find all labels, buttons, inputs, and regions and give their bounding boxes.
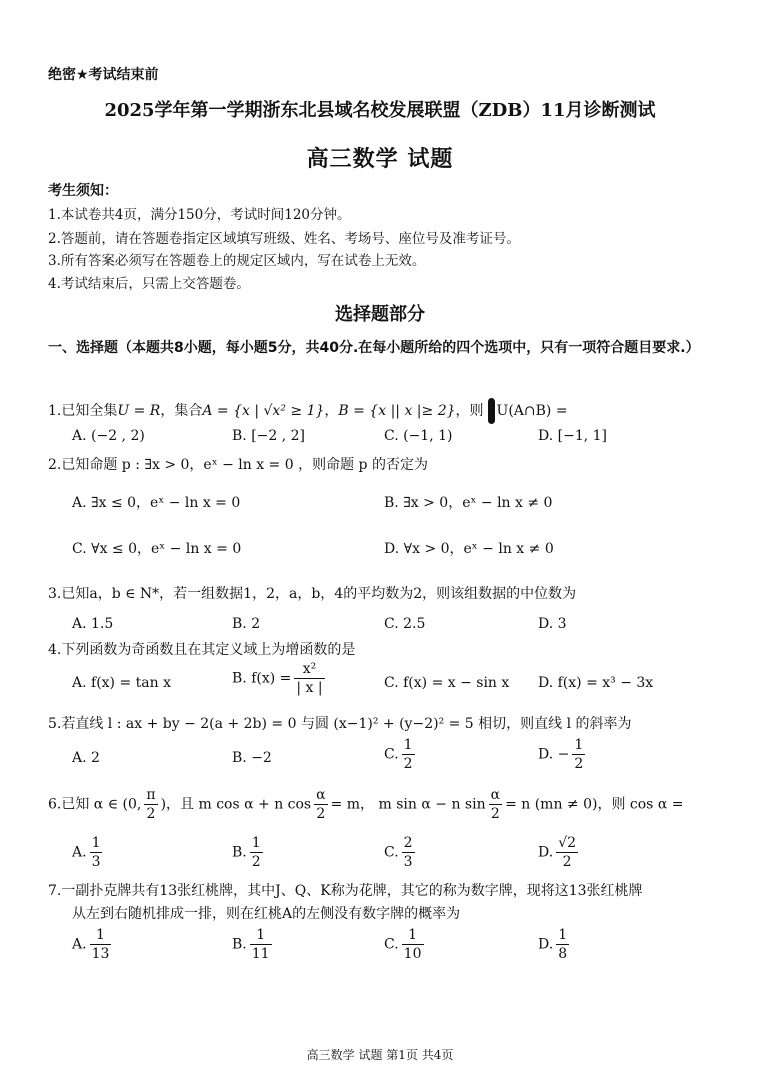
section-title: 选择题部分 [335,304,425,325]
q4-option-b-fraction [294,660,324,697]
q7-option-b [232,926,275,963]
q5-option-c-label: C. [384,746,399,763]
q4-option-c: C. f(x) = x − sin x [384,675,510,691]
q2-option-c: C. ∀x ≤ 0，eˣ − ln x = 0 [72,541,242,557]
fraction-denominator: | x | [296,680,323,696]
q6-option-c [384,834,418,871]
q7-option-d-fraction [556,926,569,963]
fraction-denominator: 2 [316,806,326,822]
fraction-denominator: 2 [574,756,584,772]
fraction-numerator: α [490,787,501,803]
q6-option-b-label: B. [232,844,247,861]
fraction-numerator: 2 [403,835,413,851]
q2-option-b: B. ∃x > 0，eˣ − ln x ≠ 0 [384,495,553,511]
fraction-numerator: α [316,787,326,803]
q5-option-d-label: D. − [538,746,570,763]
q1-option-c: C. (−1, 1) [384,428,453,444]
q6-option-d-fraction [556,834,578,871]
fraction-numerator: 1 [402,926,424,945]
q4-option-b [232,660,328,697]
question-2-stem: 2.已知命题 p : ∃x > 0，eˣ − ln x = 0 ，则命题 p 的否定为 [48,457,428,473]
fraction-numerator: 1 [403,737,413,753]
fraction-denominator: 2 [490,806,500,822]
q1-text: ，集合 [160,403,203,419]
exam-title: 2025学年第一学期浙东北县域名校发展联盟（ZDB）11月诊断测试 [104,100,656,121]
q4-option-d: D. f(x) = x³ − 3x [538,675,654,691]
fraction-denominator: 11 [251,946,270,962]
q5-option-c-fraction [402,736,415,773]
notice-item: 1.本试卷共4页，满分150分，考试时间120分钟。 [48,207,351,223]
q1-set-a: A = {x | √x² ≥ 1} [202,403,325,419]
fraction-denominator: 3 [403,854,413,870]
question-6-stem [48,786,683,823]
q6-text: = m， m sin α − n sin [330,796,486,813]
q6-pi-over-two [144,786,157,823]
fraction-numerator: √2 [558,835,577,851]
fraction-denominator: 3 [91,854,101,870]
fraction-numerator: 1 [250,926,272,945]
q6-text: 6.已知 α ∈ (0, [48,796,142,813]
q5-option-d-fraction [572,736,585,773]
q3-option-c: C. 2.5 [384,616,426,632]
q3-option-d: D. 3 [538,616,567,632]
q1-text: 1.已知全集 [48,403,118,419]
q7-option-a-fraction [90,926,112,963]
question-7-stem-line-2: 从左到右随机排成一排，则在红桃A的左侧没有数字牌的概率为 [72,906,461,922]
q6-option-d-label: D. [538,844,554,861]
fraction-numerator: 1 [251,835,261,851]
fraction-denominator: 2 [403,756,413,772]
fraction-denominator: 10 [403,946,422,962]
q1-text: ，则 [455,403,484,419]
q5-option-c [384,736,418,773]
q1-universal-set: U = R [117,403,161,419]
q1-option-d: D. [−1, 1] [538,428,607,444]
fraction-numerator: 1 [91,835,101,851]
q6-option-d [538,834,581,871]
q7-option-c-fraction [402,926,424,963]
question-7-stem-line-1: 7.一副扑克牌共有13张红桃牌，其中J、Q、K称为花牌，其它的称为数字牌，现将这13张红桃牌 [48,883,643,899]
notice-item: 4.考试结束后，只需上交答题卷。 [48,276,250,292]
q7-option-c [384,926,427,963]
q3-option-a: A. 1.5 [72,616,114,632]
fraction-denominator: 8 [558,946,568,962]
fraction-numerator: 1 [574,737,584,753]
q5-option-a: A. 2 [72,750,100,766]
fraction-numerator: 1 [558,927,568,943]
q7-option-d-label: D. [538,936,554,953]
q3-option-b: B. 2 [232,616,261,632]
q2-option-d: D. ∀x > 0，eˣ − ln x ≠ 0 [384,541,554,557]
fraction-denominator: 2 [562,854,572,870]
q6-text: = n (mn ≠ 0)，则 cos α = [505,796,684,813]
q2-option-a: A. ∃x ≤ 0，eˣ − ln x = 0 [72,495,241,511]
q6-alpha-over-two [314,786,327,823]
q1-text: ， [324,403,339,419]
q5-option-d [538,736,588,773]
q5-option-b: B. −2 [232,750,272,766]
notice-item: 3.所有答案必须写在答题卷上的规定区域内，写在试卷上无效。 [48,253,426,269]
q6-text: )，且 m cos α + n cos [160,796,312,813]
fraction-denominator: 13 [91,946,110,962]
part-description: 一、选择题（本题共8小题，每小题5分，共40分.在每小题所给的四个选项中，只有一项符合题目要求.） [48,340,700,356]
q6-alpha-over-two [489,786,502,823]
page-footer: 高三数学 试题 第1页 共4页 [306,1048,454,1062]
q7-option-d [538,926,572,963]
q4-option-b-label: B. f(x) = [232,670,292,687]
q7-option-a-label: A. [72,936,87,953]
fraction-denominator: 2 [251,854,261,870]
q4-option-a: A. f(x) = tan x [72,675,171,691]
q6-option-a [72,834,105,871]
q1-set-b: B = {x || x |≥ 2} [338,403,456,419]
question-5-stem: 5.若直线 l : ax + by − 2(a + 2b) = 0 与圆 (x−1)² + (y−2)² = 5 相切，则直线 l 的斜率为 [48,716,632,732]
q1-option-a: A. (−2 , 2) [72,428,145,444]
complement-symbol-icon [488,398,495,424]
fraction-denominator: 2 [146,806,156,822]
q7-option-a [72,926,114,963]
question-1-stem [48,398,568,424]
q7-option-b-label: B. [232,936,247,953]
question-3-stem: 3.已知a，b ∈ N*，若一组数据1，2，a，b，4的平均数为2，则该组数据的中位数为 [48,586,577,602]
q7-option-b-fraction [250,926,272,963]
q6-option-a-label: A. [72,844,87,861]
question-4-stem: 4.下列函数为奇函数且在其定义域上为增函数的是 [48,642,356,658]
confidential-label: 绝密★考试结束前 [48,67,159,83]
q1-option-b: B. [−2 , 2] [232,428,306,444]
fraction-numerator: x² [294,660,324,679]
exam-subtitle: 高三数学 试题 [306,146,454,172]
notice-heading: 考生须知： [48,183,118,199]
q1-complement-expr: U(A∩B) = [496,403,568,419]
fraction-numerator: π [146,787,156,803]
notice-item: 2.答题前，请在答题卷指定区域填写班级、姓名、考场号、座位号及准考证号。 [48,231,520,247]
q6-option-c-label: C. [384,844,399,861]
q6-option-b-fraction [250,834,263,871]
fraction-numerator: 1 [90,926,112,945]
q6-option-b [232,834,266,871]
q7-option-c-label: C. [384,936,399,953]
q6-option-c-fraction [402,834,415,871]
q6-option-a-fraction [90,834,103,871]
